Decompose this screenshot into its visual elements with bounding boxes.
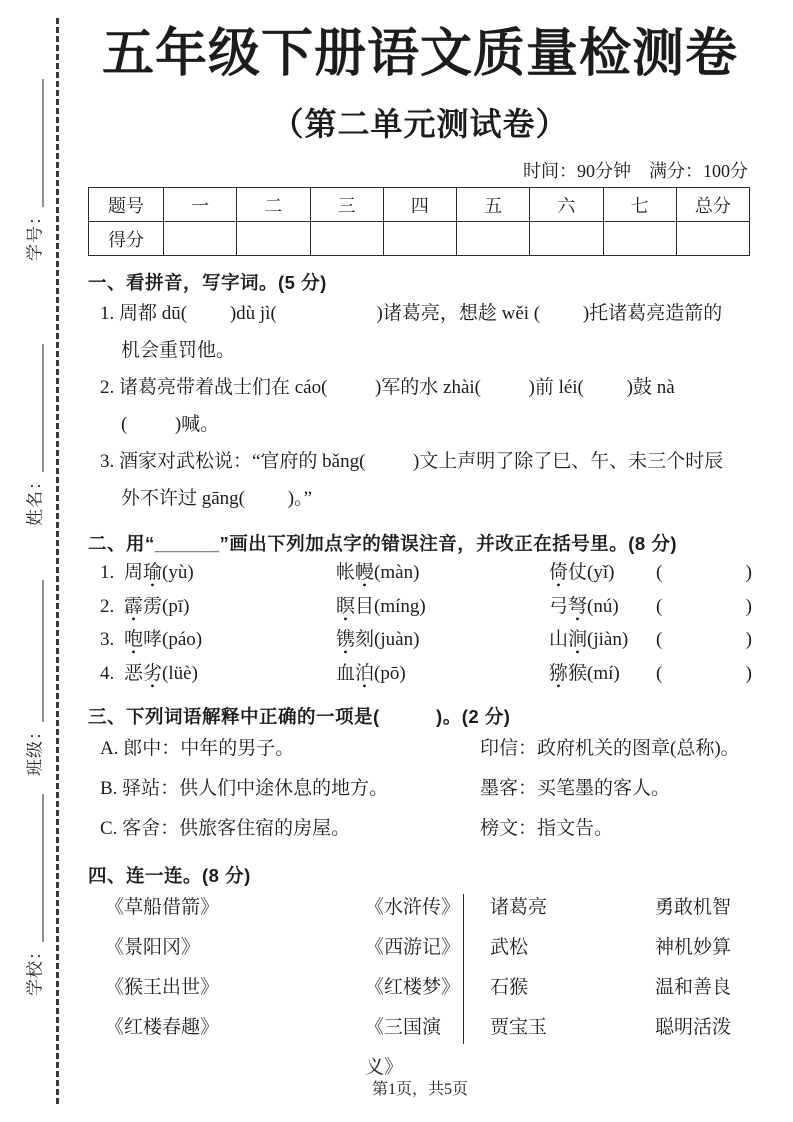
pinyin-annotation: (juàn) — [374, 629, 420, 651]
score-table-header-cell: 七 — [603, 188, 676, 222]
score-table-header-cell: 总分 — [676, 188, 749, 222]
pinyin-annotation: (mí) — [587, 662, 620, 684]
section-4-body — [88, 862, 752, 1088]
score-table-header-cell: 五 — [457, 188, 530, 222]
blank-open-paren: ( — [656, 662, 663, 684]
dotted-char: 猕 — [549, 662, 569, 684]
pinyin-annotation: (yǐ) — [587, 562, 615, 584]
dotted-char: 劣 — [143, 662, 163, 684]
matching-trait: 神机妙算 — [655, 937, 732, 959]
matching-book-title: 《三国演义》 — [365, 1017, 442, 1079]
option-left-text: A. 郎中：中年的男子。 — [100, 738, 295, 760]
answer-blank — [656, 590, 752, 624]
section-1-line: ( )喊。 — [121, 414, 220, 436]
pinyin-annotation: (lüè) — [162, 662, 198, 684]
matching-trait: 温和善良 — [655, 977, 732, 999]
item-number: 3. — [100, 629, 115, 651]
item-number: 2. — [100, 595, 115, 617]
dotted-char: 瑜 — [143, 562, 163, 584]
blank-close-paren: ) — [745, 662, 752, 684]
blank-open-paren: ( — [656, 629, 663, 651]
dotted-char: 泊 — [355, 662, 375, 684]
class-label: 班级： — [25, 722, 45, 776]
matching-column-divider — [463, 894, 464, 1044]
score-table-score-row — [89, 222, 750, 256]
option-right-text: 印信：政府机关的图章(总称)。 — [480, 738, 740, 760]
score-table-header-row — [89, 188, 750, 222]
score-empty-cell — [383, 222, 456, 256]
dotted-char: 镌 — [336, 629, 356, 651]
class-blank-line — [42, 580, 44, 722]
section-4-heading: 四、连一连。(8 分) — [88, 865, 251, 887]
pinyin-annotation: (páo) — [162, 629, 203, 651]
matching-book-title: 《西游记》 — [365, 937, 461, 959]
matching-story-title: 《红楼春趣》 — [105, 1017, 220, 1039]
student-id-field — [21, 79, 46, 261]
pinyin-annotation: (pō) — [374, 662, 406, 684]
word-item: 血泊(pō) — [336, 657, 549, 691]
score-empty-cell — [530, 222, 603, 256]
item-number: 1. — [100, 562, 115, 584]
pinyin-annotation: (pī) — [162, 595, 190, 617]
score-table-header-cell: 一 — [164, 188, 237, 222]
dotted-char: 幔 — [355, 562, 375, 584]
score-table-header-cell: 二 — [237, 188, 310, 222]
matching-character: 石猴 — [490, 977, 529, 999]
word-item: 镌刻(juàn) — [336, 623, 549, 657]
blank-close-paren: ) — [745, 629, 752, 651]
score-table-header-cell: 题号 — [89, 188, 164, 222]
dotted-char: 弩 — [568, 595, 588, 617]
answer-blank — [656, 556, 752, 590]
matching-story-title: 《草船借箭》 — [105, 897, 220, 919]
score-empty-cell — [676, 222, 749, 256]
matching-book-title: 《红楼梦》 — [365, 977, 461, 999]
pinyin-annotation: (nú) — [587, 595, 619, 617]
score-table-header-cell: 三 — [310, 188, 383, 222]
student-id-label: 学号： — [25, 207, 45, 261]
dotted-char: 瞑 — [336, 595, 356, 617]
matching-story-title: 《猴王出世》 — [105, 977, 220, 999]
section-1-line: 2. 诸葛亮带着战士们在 cáo( )军的水 zhài( )前 léi( )鼓 nà — [100, 377, 675, 399]
school-blank-line — [42, 794, 44, 942]
class-field — [21, 580, 46, 776]
option-row — [88, 729, 752, 769]
section-1-line: 3. 酒家对武松说：“官府的 bǎng( )文上声明了除了巳、午、未三个时辰 — [100, 451, 724, 473]
page-footer: 第1页，共5页 — [371, 1081, 468, 1098]
section-2-row — [88, 590, 752, 624]
item-number: 4. — [100, 662, 115, 684]
pinyin-annotation: (màn) — [374, 562, 420, 584]
section-1-line: 外不许过 gāng( )。” — [121, 488, 313, 510]
word-item: 弓弩(nú) — [549, 590, 656, 624]
dotted-char: 涧 — [568, 629, 588, 651]
score-empty-cell — [237, 222, 310, 256]
word-item: 周瑜(yù) — [124, 556, 336, 590]
score-row-label: 得分 — [89, 222, 164, 256]
exam-content — [88, 0, 752, 1088]
section-3-heading: 三、下列词语解释中正确的一项是( )。(2 分) — [88, 706, 511, 728]
section-2-body — [88, 556, 752, 690]
exam-title: 五年级下册语文质量检测卷 — [101, 26, 738, 83]
matching-book-title: 《水浒传》 — [365, 897, 461, 919]
dotted-char: 咆 — [124, 629, 144, 651]
section-1-heading: 一、看拼音，写字词。(5 分) — [88, 272, 327, 294]
section-2-row — [88, 657, 752, 691]
matching-character: 武松 — [490, 937, 529, 959]
dotted-char: 倚 — [549, 562, 569, 584]
score-table-header-cell: 四 — [383, 188, 456, 222]
pinyin-annotation: (míng) — [374, 595, 426, 617]
section-2-row — [88, 556, 752, 590]
option-row — [88, 769, 752, 809]
matching-character: 贾宝玉 — [490, 1017, 548, 1039]
word-item: 倚仗(yǐ) — [549, 556, 656, 590]
dotted-char: 霹 — [124, 595, 144, 617]
matching-trait: 聪明活泼 — [655, 1017, 732, 1039]
word-item: 猕猴(mí) — [549, 657, 656, 691]
option-right-text: 墨客：买笔墨的客人。 — [480, 778, 671, 800]
blank-close-paren: ) — [745, 595, 752, 617]
student-name-label: 姓名： — [25, 472, 45, 526]
matching-row — [88, 928, 752, 968]
section-1-body — [88, 295, 752, 517]
option-left-text: B. 驿站：供人们中途休息的地方。 — [100, 778, 389, 800]
section-1-line: 1. 周都 dū( )dù jì( )诸葛亮，想趁 wěi ( )托诸葛亮造箭的 — [100, 303, 723, 325]
matching-character: 诸葛亮 — [490, 897, 548, 919]
seal-dashed-line — [56, 18, 59, 1104]
option-right-text: 榜文：指文告。 — [480, 818, 614, 840]
score-empty-cell — [457, 222, 530, 256]
word-item: 霹雳(pī) — [124, 590, 336, 624]
answer-blank — [656, 623, 752, 657]
section-1-line: 机会重罚他。 — [121, 340, 236, 362]
matching-row — [88, 888, 752, 928]
matching-trait: 勇敢机智 — [655, 897, 732, 919]
option-row — [88, 809, 752, 849]
pinyin-annotation: (jiàn) — [587, 629, 629, 651]
section-3-body — [88, 729, 752, 849]
exam-time-score-meta: 时间：90分钟 满分：100分 — [523, 161, 748, 182]
student-id-blank-line — [42, 79, 44, 207]
option-left-text: C. 客舍：供旅客住宿的房屋。 — [100, 818, 351, 840]
school-label: 学校： — [25, 942, 45, 996]
score-empty-cell — [310, 222, 383, 256]
matching-row — [88, 968, 752, 1008]
school-field — [21, 794, 46, 996]
score-empty-cell — [603, 222, 676, 256]
score-table — [88, 187, 750, 256]
student-name-blank-line — [42, 344, 44, 472]
section-2-row — [88, 623, 752, 657]
blank-open-paren: ( — [656, 562, 663, 584]
pinyin-annotation: (yù) — [162, 562, 194, 584]
word-item: 山涧(jiàn) — [549, 623, 656, 657]
exam-subtitle: （第二单元测试卷） — [271, 106, 569, 143]
answer-blank — [656, 657, 752, 691]
word-item: 瞑目(míng) — [336, 590, 549, 624]
word-item: 咆哮(páo) — [124, 623, 336, 657]
blank-open-paren: ( — [656, 595, 663, 617]
score-table-header-cell: 六 — [530, 188, 603, 222]
score-empty-cell — [164, 222, 237, 256]
word-item: 恶劣(lüè) — [124, 657, 336, 691]
word-item: 帐幔(màn) — [336, 556, 549, 590]
blank-close-paren: ) — [745, 562, 752, 584]
section-2-heading: 二、用“______”画出下列加点字的错误注音，并改正在括号里。(8 分) — [88, 533, 677, 555]
matching-story-title: 《景阳冈》 — [105, 937, 201, 959]
student-name-field — [21, 344, 46, 526]
